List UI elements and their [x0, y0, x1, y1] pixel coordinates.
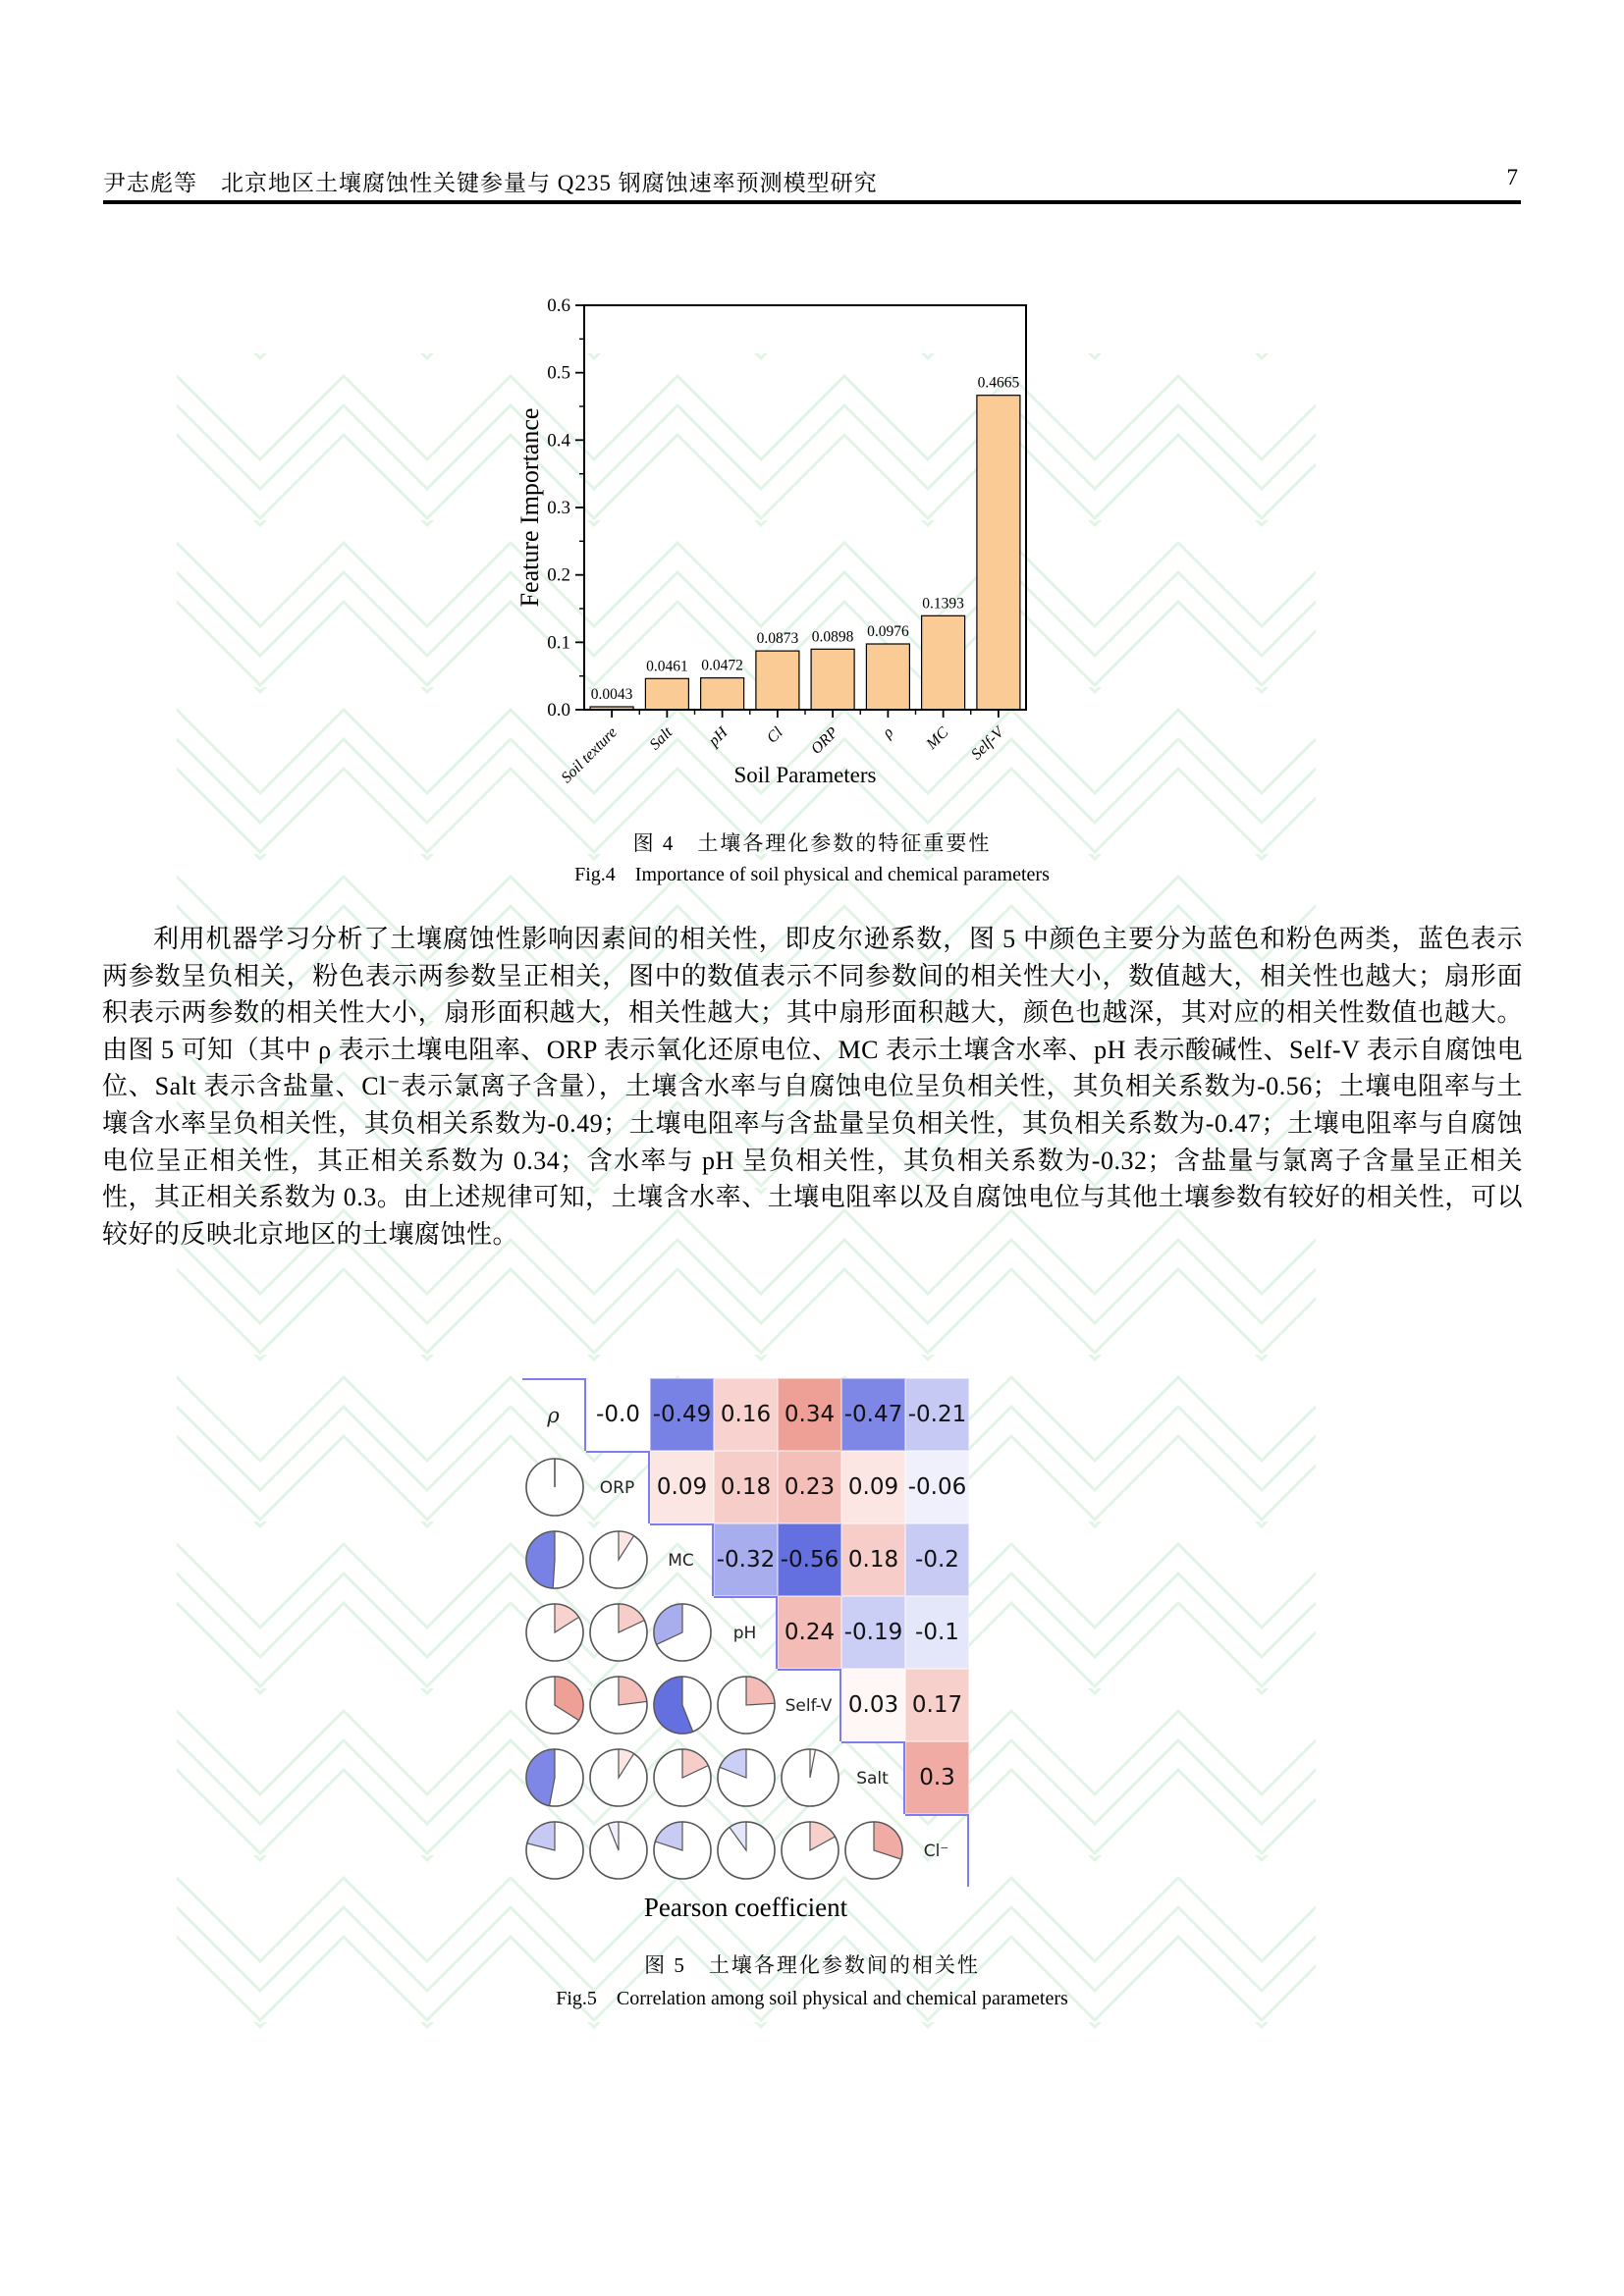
correlation-pie	[652, 1747, 713, 1808]
correlation-pie	[524, 1602, 585, 1663]
matrix-diagonal-label: Self-V	[778, 1669, 841, 1741]
correlation-pie-cell	[650, 1669, 714, 1741]
correlation-cell: 0.03	[841, 1669, 905, 1741]
correlation-pie	[524, 1747, 585, 1808]
correlation-cell: -0.06	[905, 1451, 969, 1523]
figure5-caption-en: Fig.5 Correlation among soil physical and chemical parameters	[556, 1988, 1068, 2009]
correlation-pie-cell	[522, 1814, 586, 1887]
figure5-correlation-matrix	[522, 1378, 969, 1887]
correlation-cell: -0.56	[778, 1523, 841, 1596]
bar-value-label: 0.0898	[811, 628, 854, 646]
bar-value-label: 0.0043	[590, 686, 633, 703]
correlation-cell: 0.17	[905, 1669, 969, 1741]
y-tick-label: 0.4	[547, 430, 570, 452]
correlation-cell: -0.47	[841, 1378, 905, 1451]
y-tick-label: 0.6	[547, 295, 570, 316]
correlation-cell: -0.49	[650, 1378, 714, 1451]
bar-value-label: 0.4665	[977, 374, 1020, 392]
x-tick-label: ρ	[879, 723, 897, 742]
body-paragraph: 利用机器学习分析了土壤腐蚀性影响因素间的相关性，即皮尔逊系数，图 5 中颜色主要分为蓝色和粉色两类，蓝色表示两参数呈负相关，粉色表示两参数呈正相关，图中的数值表示不同参数间的相关性大小，数值越大，相关性也越大；扇形面积表示两参数的相关性大小，扇形面积越大，相关性越大；其中扇形面积越大，颜色也越深，其对应的相关性数值也越大。由图 5 可知（其中 ρ 表示土壤电阻率、ORP 表示氧化还原电位、MC 表示土壤含水率、pH 表示酸碱性、Self-V 表示自腐蚀电位、Salt 表示含盐量、Cl⁻表示氯离子含量），土壤含水率与自腐蚀电位呈负相关性，其负相关系数为-0.56；土壤电阻率与土壤含水率呈负相关性，其负相关系数为-0.49；土壤电阻率与含盐量呈负相关性，其负相关系数为-0.47；土壤电阻率与自腐蚀电位呈正相关性，其正相关系数为 0.34；含水率与 pH 呈负相关性，其负相关系数为-0.32；含盐量与氯离子含量呈正相关性，其正相关系数为 0.3。由上述规律可知，土壤含水率、土壤电阻率以及自腐蚀电位与其他土壤参数有较好的相关性，可以较好的反映北京地区的土壤腐蚀性。	[102, 925, 1523, 1249]
x-tick-label: Soil texture	[558, 723, 621, 787]
correlation-pie-cell	[650, 1741, 714, 1814]
correlation-cell: 0.09	[841, 1451, 905, 1523]
correlation-pie	[588, 1529, 649, 1590]
page-number: 7	[1506, 165, 1518, 189]
correlation-pie-cell	[586, 1741, 650, 1814]
correlation-pie	[588, 1675, 649, 1735]
correlation-pie-cell	[586, 1814, 650, 1887]
correlation-pie	[588, 1602, 649, 1663]
bar-value-label: 0.0976	[867, 623, 909, 640]
bar-chart-svg	[461, 265, 1090, 815]
correlation-cell: -0.21	[905, 1378, 969, 1451]
bar	[811, 649, 854, 710]
x-tick-label: Cl	[763, 723, 786, 747]
correlation-pie	[588, 1747, 649, 1808]
correlation-pie	[843, 1820, 904, 1881]
bar-value-label: 0.1393	[922, 595, 964, 613]
y-tick-label: 0.5	[547, 362, 570, 384]
matrix-diagonal-label: pH	[714, 1596, 778, 1669]
correlation-cell: -0.2	[905, 1523, 969, 1596]
bar-value-label: 0.0461	[646, 658, 688, 675]
correlation-pie-cell	[522, 1523, 586, 1596]
matrix-diagonal-label: ORP	[586, 1451, 650, 1523]
correlation-cell: 0.18	[841, 1523, 905, 1596]
y-tick-label: 0.0	[547, 700, 570, 721]
correlation-pie-cell	[522, 1669, 586, 1741]
correlation-pie-cell	[650, 1814, 714, 1887]
correlation-pie	[716, 1820, 777, 1881]
correlation-pie-cell	[841, 1814, 905, 1887]
correlation-cell: -0.19	[841, 1596, 905, 1669]
correlation-pie	[780, 1820, 840, 1881]
correlation-pie	[652, 1675, 713, 1735]
correlation-cell: -0.1	[905, 1596, 969, 1669]
figure4-caption-en: Fig.4 Importance of soil physical and chemical parameters	[574, 864, 1050, 885]
correlation-cell: 0.16	[714, 1378, 778, 1451]
correlation-pie-cell	[522, 1451, 586, 1523]
figure4-bar-chart	[461, 265, 1090, 815]
correlation-pie-cell	[586, 1523, 650, 1596]
correlation-pie-cell	[522, 1741, 586, 1814]
correlation-pie-cell	[586, 1596, 650, 1669]
correlation-pie	[588, 1820, 649, 1881]
correlation-cell: 0.09	[650, 1451, 714, 1523]
x-tick-label: ORP	[807, 723, 841, 758]
figure4-caption-zh: 图 4 土壤各理化参数的特征重要性	[632, 831, 992, 855]
correlation-pie-cell	[714, 1669, 778, 1741]
matrix-diagonal-label: ρ	[522, 1378, 586, 1451]
x-tick-label: pH	[705, 723, 731, 750]
bar-value-label: 0.0873	[756, 630, 799, 648]
figure5-axis-label: Pearson coefficient	[643, 1893, 848, 1922]
y-tick-label: 0.3	[547, 498, 570, 518]
x-axis-title: Soil Parameters	[733, 763, 877, 787]
bar-value-label: 0.0472	[701, 657, 743, 674]
bar	[922, 615, 965, 710]
correlation-pie	[652, 1602, 713, 1663]
running-head-title: 尹志彪等 北京地区土壤腐蚀性关键参量与 Q235 钢腐蚀速率预测模型研究	[103, 171, 878, 195]
bar	[701, 678, 744, 710]
y-tick-label: 0.2	[547, 564, 570, 586]
bar	[866, 644, 909, 710]
y-tick-label: 0.1	[547, 632, 570, 654]
bar	[756, 651, 799, 710]
correlation-cell: 0.3	[905, 1741, 969, 1814]
correlation-pie	[524, 1820, 585, 1881]
correlation-pie	[716, 1747, 777, 1808]
header-rule	[103, 200, 1521, 204]
correlation-pie-cell	[714, 1814, 778, 1887]
correlation-pie	[524, 1675, 585, 1735]
correlation-pie-cell	[778, 1814, 841, 1887]
correlation-pie-cell	[522, 1596, 586, 1669]
matrix-diagonal-label: MC	[650, 1523, 714, 1596]
y-axis-title: Feature Importance	[515, 407, 544, 608]
correlation-pie-cell	[650, 1596, 714, 1669]
correlation-pie	[524, 1529, 585, 1590]
correlation-cell: -0.32	[714, 1523, 778, 1596]
correlation-pie	[780, 1747, 840, 1808]
correlation-cell: -0.0	[586, 1378, 650, 1451]
bar	[977, 396, 1020, 710]
correlation-pie	[652, 1820, 713, 1881]
bar	[645, 678, 688, 710]
correlation-pie-cell	[714, 1741, 778, 1814]
correlation-cell: 0.23	[778, 1451, 841, 1523]
correlation-cell: 0.24	[778, 1596, 841, 1669]
x-tick-label: Self-V	[968, 723, 1007, 764]
correlation-pie	[524, 1457, 585, 1518]
correlation-cell: 0.18	[714, 1451, 778, 1523]
x-tick-label: MC	[923, 723, 952, 753]
correlation-pie-cell	[586, 1669, 650, 1741]
x-tick-label: Salt	[646, 723, 677, 754]
correlation-cell: 0.34	[778, 1378, 841, 1451]
correlation-pie	[716, 1675, 777, 1735]
correlation-pie-cell	[778, 1741, 841, 1814]
matrix-diagonal-label: Salt	[841, 1741, 905, 1814]
matrix-diagonal-label: Cl⁻	[905, 1814, 969, 1887]
figure5-caption-zh: 图 5 土壤各理化参数间的相关性	[644, 1953, 980, 1977]
